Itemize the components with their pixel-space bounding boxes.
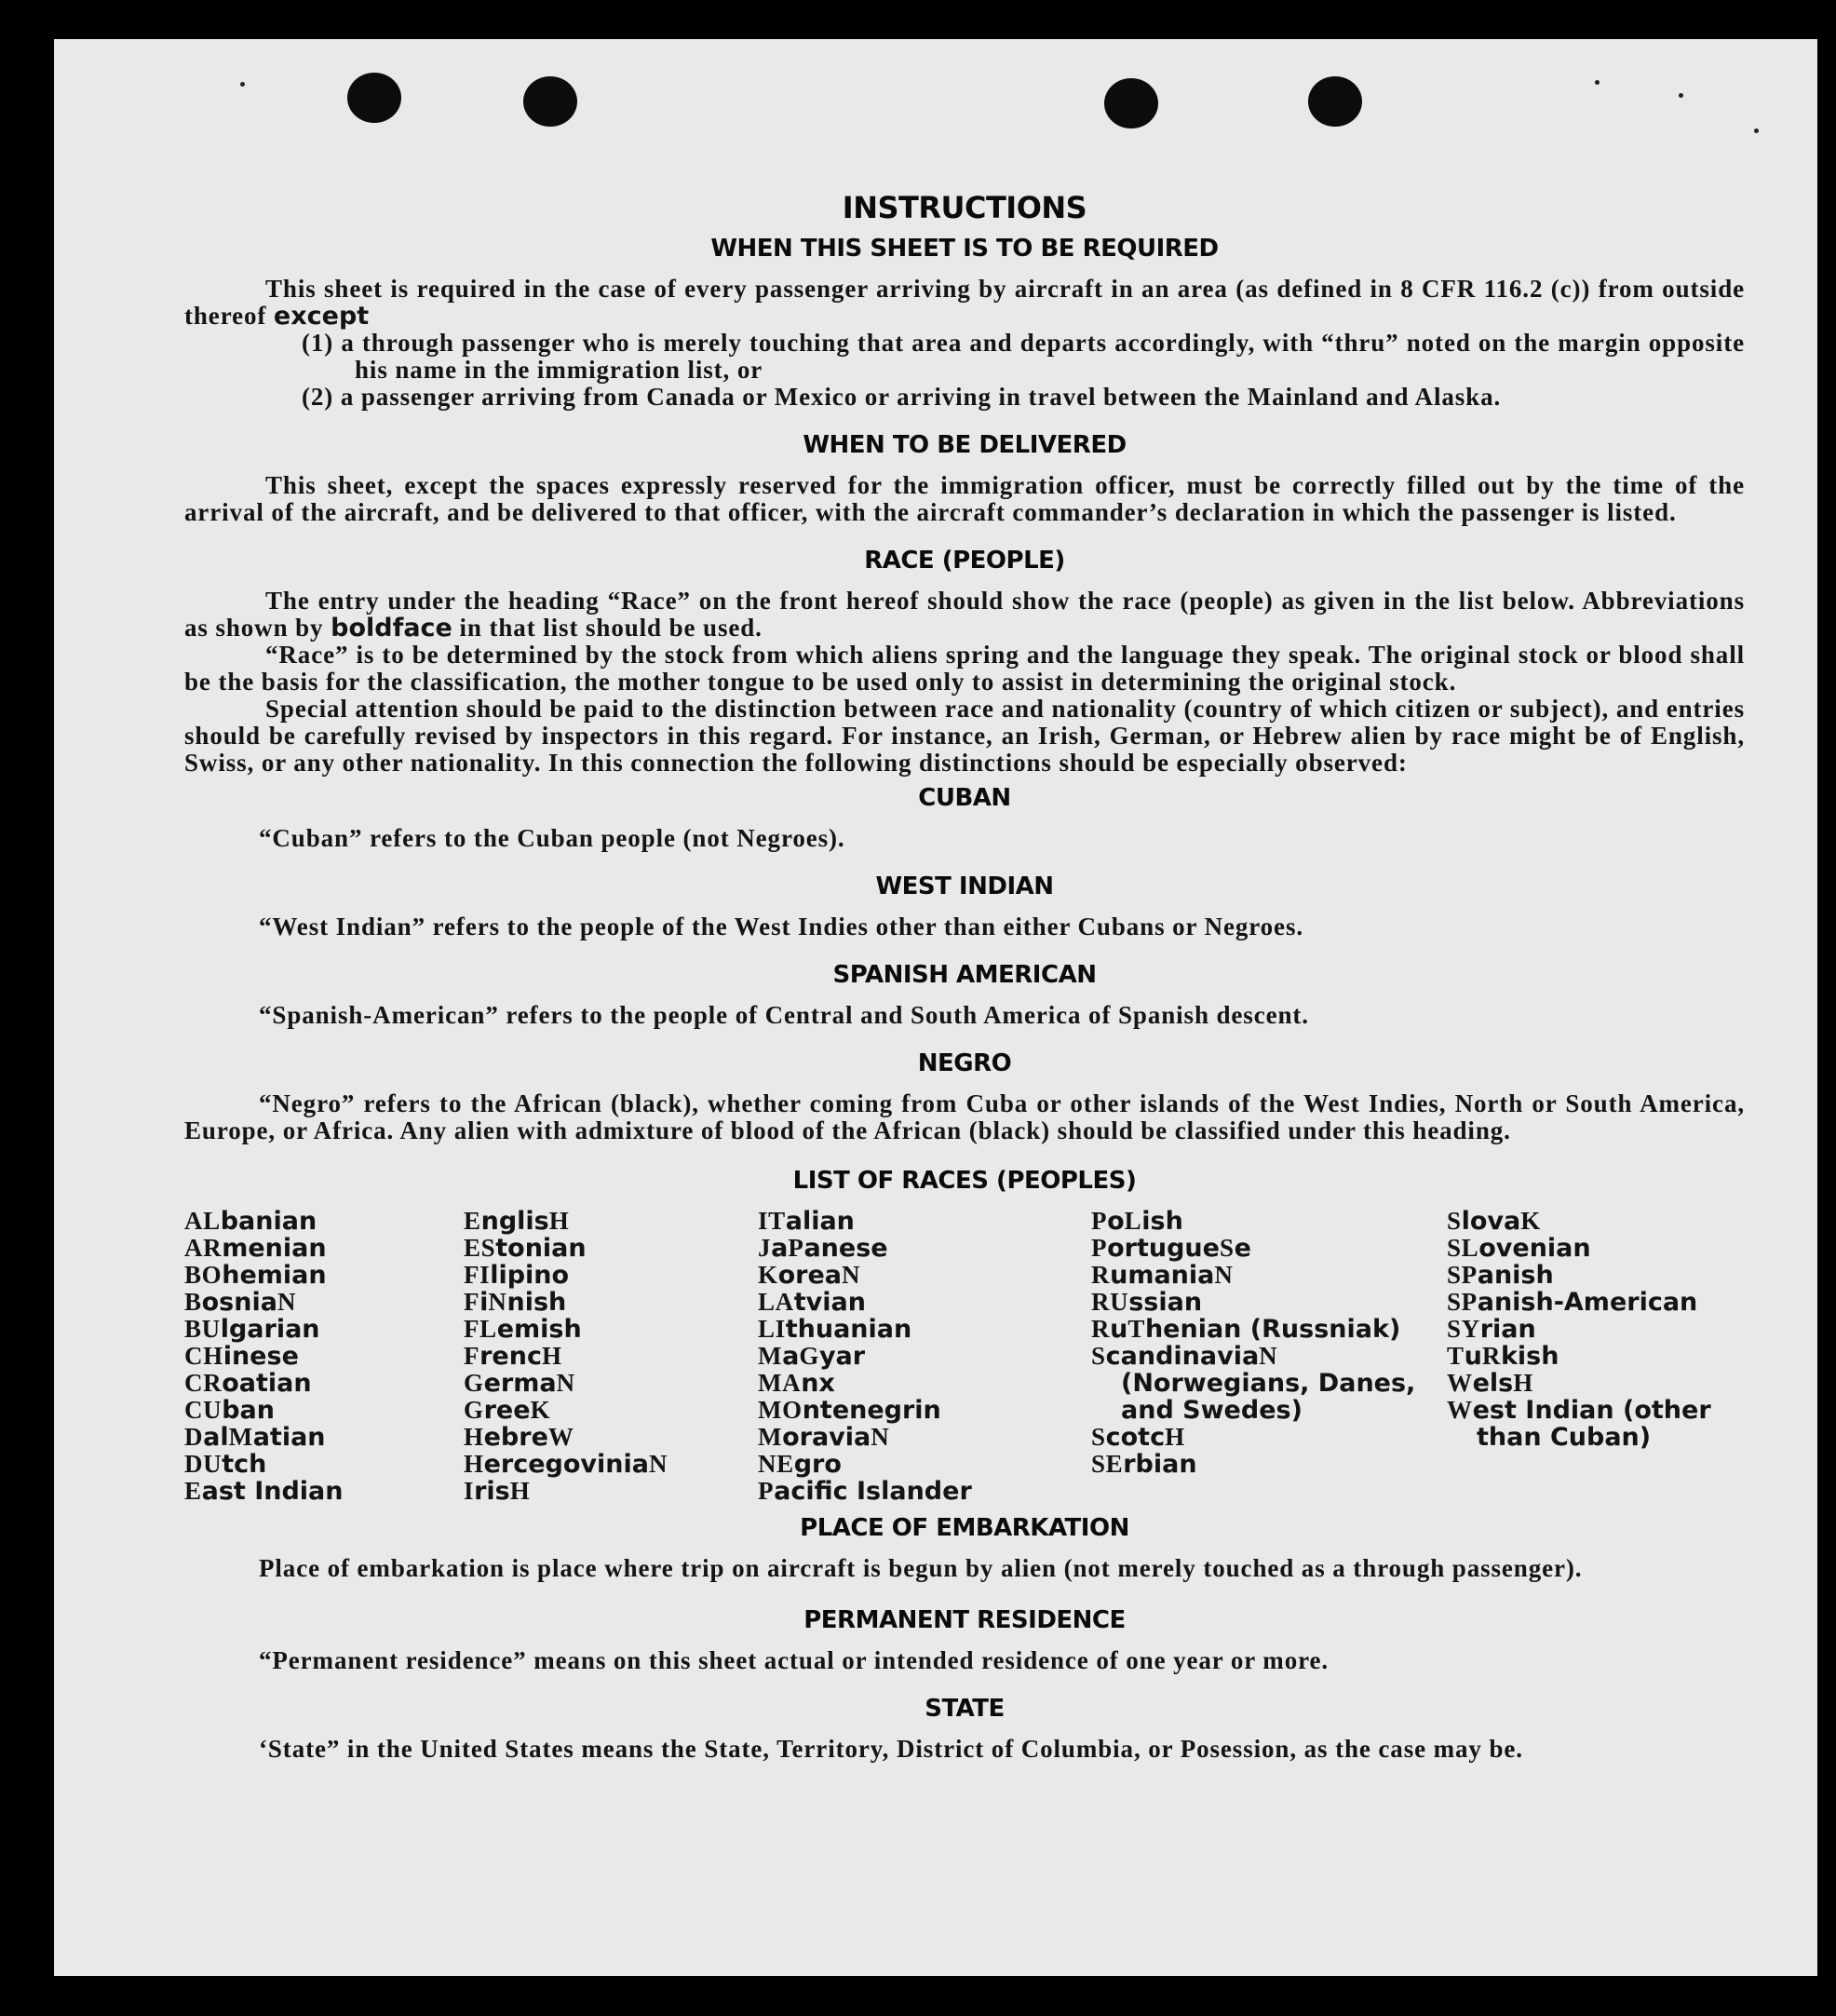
race-text: The entry under the heading “Race” on the front hereof should show the race (people) as given in the list below. Abbreviations as shown by	[184, 587, 1745, 642]
races-column	[184, 1208, 464, 1505]
race-entry: RumaniaN	[1091, 1261, 1234, 1290]
list-item: (1) a through passenger who is merely touching that area and departs accordingly, with “thru” noted on the margin opposite his name in the immigration list, or	[302, 329, 1745, 384]
race-entry: ITalian	[758, 1207, 855, 1236]
spanish-american-text: “Spanish-American” refers to the people of Central and South America of Spanish descent.	[259, 1001, 1309, 1029]
boldface-word: boldface	[331, 614, 452, 643]
race-entry: NEgro	[758, 1450, 842, 1479]
race-entry: GermaN	[464, 1369, 575, 1398]
race-entry: ScandinaviaN (Norwegians, Danes, and Swedes)	[1091, 1342, 1416, 1425]
list-item: (2) a passenger arriving from Canada or Mexico or arriving in travel between the Mainland and Alaska.	[302, 383, 1502, 411]
race-entry: FrencH	[464, 1342, 562, 1371]
punch-hole	[1104, 78, 1158, 129]
race-entry: EStonian	[464, 1234, 587, 1263]
race-entry: IrisH	[464, 1477, 531, 1506]
required-intro	[184, 276, 1745, 330]
race-entry: CUban	[184, 1396, 275, 1425]
required-intro-text: This sheet is required in the case of every passenger arriving by aircraft in an area (as defined in 8 CFR 116.2 (c)) from outside thereof	[184, 275, 1745, 330]
race-entry: KoreaN	[758, 1261, 861, 1290]
race-entry: CHinese	[184, 1342, 299, 1371]
speck	[1679, 93, 1683, 98]
race-entry: BosniaN	[184, 1288, 297, 1317]
race-entry: SlovaK	[1447, 1207, 1541, 1236]
heading-spanish-american: SPANISH AMERICAN	[832, 961, 1097, 989]
race-entry: FIlipino	[464, 1261, 570, 1290]
race-entry: SPanish-American	[1447, 1288, 1698, 1317]
heading-when-required: WHEN THIS SHEET IS TO BE REQUIRED	[710, 235, 1219, 263]
west-indian-text: “West Indian” refers to the people of the West Indies other than either Cubans or Negroes.	[259, 913, 1304, 940]
punch-hole	[523, 76, 577, 127]
embarkation-text: Place of embarkation is place where trip on aircraft is begun by alien (not merely touched as a through passenger).	[259, 1554, 1583, 1582]
heading-residence: PERMANENT RESIDENCE	[803, 1606, 1126, 1634]
race-entry: East Indian	[184, 1477, 344, 1506]
race-entry: ALbanian	[184, 1207, 317, 1236]
race-entry: ScotcH	[1091, 1423, 1185, 1452]
race-text: in that list should be used.	[459, 614, 763, 642]
race-entry: HercegoviniaN	[464, 1450, 668, 1479]
heading-when-delivered: WHEN TO BE DELIVERED	[803, 431, 1127, 459]
instructions-content	[184, 149, 1745, 1763]
race-entry: DUtch	[184, 1450, 267, 1479]
race-entry: FLemish	[464, 1315, 582, 1344]
heading-negro: NEGRO	[917, 1049, 1012, 1077]
race-paragraph: “Race” is to be determined by the stock from which aliens spring and the language they speak. The original stock or blood shall be the basis for the classification, the mother tongue to be used only to assist in determining the original stock.	[184, 641, 1745, 696]
races-column	[758, 1208, 1091, 1505]
race-entry: RUssian	[1091, 1288, 1203, 1317]
punch-hole	[347, 73, 401, 123]
race-entry: FiNnish	[464, 1288, 567, 1317]
punch-hole	[1308, 76, 1362, 127]
race-paragraph: Special attention should be paid to the distinction between race and nationality (country of which citizen or subject), and entries should be carefully revised by inspectors in this regard. For instance, an Irish, German, or Hebrew alien by race might be of English, Swiss, or any other nationality. In this connection the following distinctions should be especially observed:	[184, 695, 1745, 777]
race-entry: DalMatian	[184, 1423, 326, 1452]
heading-races-list: LIST OF RACES (PEOPLES)	[792, 1167, 1137, 1195]
race-entry: GreeK	[464, 1396, 551, 1425]
race-entry: CRoatian	[184, 1369, 312, 1398]
race-entry: SErbian	[1091, 1450, 1197, 1479]
heading-west-indian: WEST INDIAN	[875, 873, 1054, 900]
cuban-text: “Cuban” refers to the Cuban people (not Negroes).	[259, 824, 845, 852]
heading-cuban: CUBAN	[918, 784, 1011, 812]
races-column	[464, 1208, 758, 1505]
document-page	[54, 39, 1817, 1976]
races-list	[184, 1208, 1745, 1505]
race-entry: SPanish	[1447, 1261, 1554, 1290]
residence-text: “Permanent residence” means on this sheet actual or intended residence of one year or more.	[259, 1646, 1330, 1674]
page-title: INSTRUCTIONS	[842, 190, 1087, 225]
race-entry: MoraviaN	[758, 1423, 890, 1452]
heading-embarkation: PLACE OF EMBARKATION	[800, 1514, 1129, 1542]
race-entry: LIthuanian	[758, 1315, 912, 1344]
except-word: except	[273, 302, 370, 331]
race-entry: MaGyar	[758, 1342, 866, 1371]
race-entry: SLovenian	[1447, 1234, 1591, 1263]
negro-text: “Negro” refers to the African (black), whether coming from Cuba or other islands of the West Indies, North or South America, Europe, or Africa. Any alien with admixture of blood of the African (black) should be classified under this heading.	[184, 1089, 1745, 1144]
race-entry: ARmenian	[184, 1234, 327, 1263]
race-entry: WelsH	[1447, 1369, 1533, 1398]
speck	[240, 82, 245, 87]
heading-state: STATE	[925, 1695, 1005, 1723]
races-column	[1447, 1208, 1726, 1505]
race-entry: JaPanese	[758, 1234, 888, 1263]
race-entry: BOhemian	[184, 1261, 327, 1290]
race-entry: Pacific Islander	[758, 1477, 972, 1506]
delivered-text: This sheet, except the spaces expressly reserved for the immigration officer, must be correctly filled out by the time of the arrival of the aircraft, and be delivered to that officer, with the aircraft commander’s declaration in which the passenger is listed.	[184, 471, 1745, 526]
races-column	[1091, 1208, 1447, 1505]
speck	[1754, 129, 1759, 133]
race-entry: MAnx	[758, 1369, 835, 1398]
race-entry: PoLish	[1091, 1207, 1183, 1236]
race-entry: BUlgarian	[184, 1315, 320, 1344]
race-entry: West Indian (other than Cuban)	[1447, 1396, 1711, 1452]
race-entry: EnglisH	[464, 1207, 570, 1236]
speck	[1595, 80, 1600, 85]
race-entry: PortugueSe	[1091, 1234, 1251, 1263]
heading-race: RACE (PEOPLE)	[864, 547, 1065, 575]
race-paragraph	[184, 588, 1745, 642]
race-entry: RuThenian (Russniak)	[1091, 1315, 1401, 1344]
race-entry: LAtvian	[758, 1288, 866, 1317]
race-entry: MOntenegrin	[758, 1396, 941, 1425]
race-entry: TuRkish	[1447, 1342, 1559, 1371]
race-entry: SYrian	[1447, 1315, 1536, 1344]
state-text: ‘State” in the United States means the State, Territory, District of Columbia, or Posession, as the case may be.	[259, 1735, 1523, 1763]
race-entry: HebreW	[464, 1423, 574, 1452]
